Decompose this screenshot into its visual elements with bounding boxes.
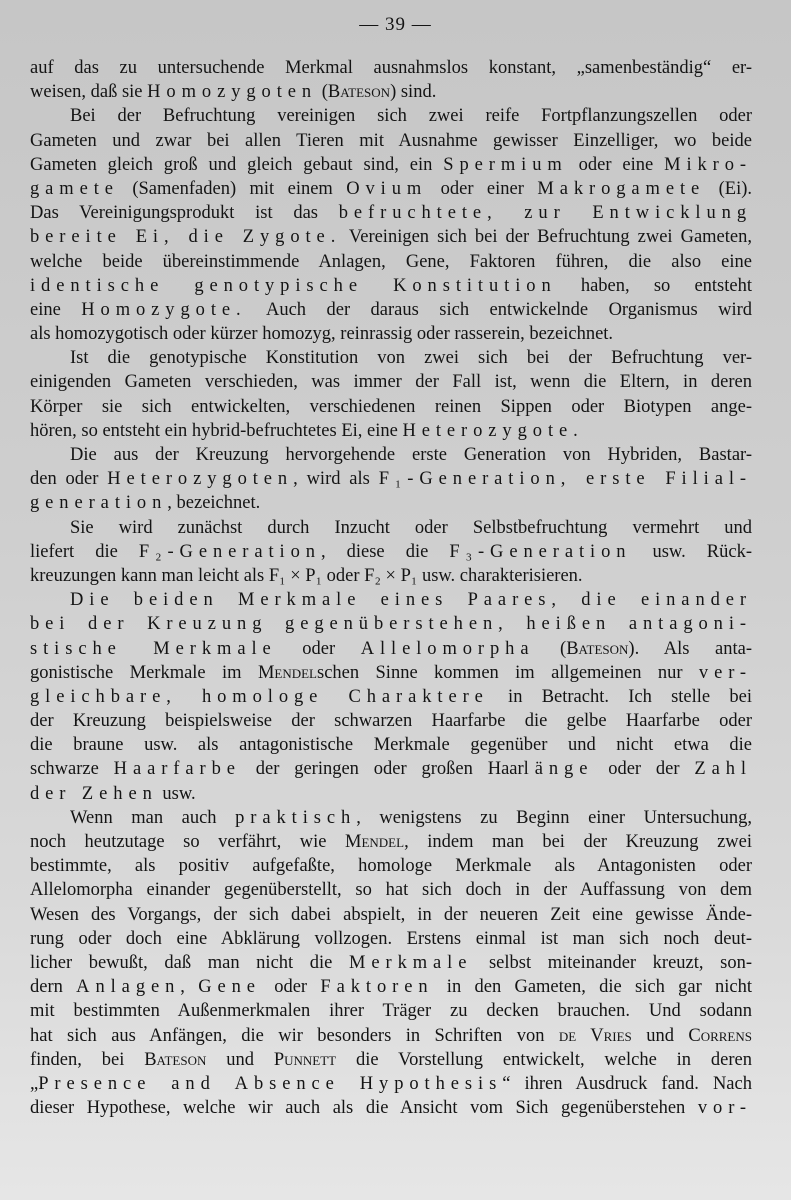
text-line (30, 878, 752, 902)
text-line (30, 685, 752, 709)
text-run: mit bestimmten Außenmerkmalen ihrer Träger zu decken brauchen. Und sodann (30, 1001, 752, 1022)
text-run: oder (276, 638, 361, 659)
small-caps-name: Bateson (144, 1049, 207, 1070)
text-run: rung oder doch eine Abklärung vollzogen. Erstens einmal ist man sich noch deut- (30, 928, 752, 949)
text-run: licher bewußt, daß man nicht die (30, 952, 349, 973)
text-line (30, 927, 752, 951)
text-run: noch heutzutage so verfährt, wie (30, 832, 346, 852)
spaced-emphasis: F₂-Generation (138, 541, 321, 562)
spaced-emphasis: Die beiden Merkmale eines Paares, die einander (70, 590, 752, 611)
text-run: (Samenfaden) mit einem (118, 178, 347, 199)
text-run: „ (30, 1073, 39, 1094)
text-run: , wenigstens zu Beginn einer Untersuchung, (356, 807, 753, 828)
spaced-emphasis: Heterozygote. (402, 420, 584, 441)
spaced-emphasis: Spermium (443, 154, 568, 175)
spaced-emphasis: gamete (30, 178, 119, 199)
text-line (30, 467, 752, 491)
text-line (30, 322, 752, 346)
text-run: Gameten und zwar bei allen Tieren mit Ausnahme gewisser Einzelliger, wo beide (30, 130, 752, 151)
spaced-emphasis: stische Merkmale (30, 638, 277, 659)
text-run: eine (30, 299, 82, 320)
text-run: Auch der daraus sich entwickelnde Organismus wird (246, 299, 752, 320)
spaced-emphasis: Haarfarbe (113, 759, 241, 780)
text-run: , diese die (320, 541, 450, 562)
text-run: Ist die genotypische Konstitution von zwei sich bei der Befruchtung ver- (70, 348, 752, 369)
text-run: und (206, 1049, 274, 1070)
text-line (30, 104, 752, 128)
text-line (30, 806, 752, 830)
text-line (30, 1024, 752, 1048)
text-run: den oder (30, 469, 108, 490)
text-run: finden, bei (30, 1049, 145, 1070)
spaced-emphasis: Homozygoten (147, 82, 318, 103)
text-line (30, 975, 752, 999)
text-run: schwarze (30, 759, 114, 780)
text-line (30, 443, 752, 467)
spaced-emphasis: Merkmale (348, 952, 473, 973)
text-line (30, 1072, 752, 1096)
text-line (30, 564, 752, 588)
text-run: hat sich aus Anfängen, die wir besonders in Schriften von (30, 1025, 559, 1046)
text-line (30, 201, 752, 225)
text-line (30, 637, 752, 661)
text-run: ( (317, 82, 328, 103)
text-run: Vereinigen sich bei der Befruchtung zwei Gameten, (341, 227, 752, 248)
text-run: der geringen oder großen Haar (240, 759, 524, 780)
text-line (30, 250, 752, 274)
small-caps-name: Mendel (345, 832, 405, 852)
spaced-emphasis: Allelomorpha (360, 638, 535, 659)
text-run: Wenn man auch (70, 807, 236, 828)
spaced-emphasis: Makrogamete (537, 178, 706, 199)
text-line (30, 782, 752, 806)
body-text (30, 56, 752, 1120)
text-run: in den Gameten, die sich gar nicht (433, 977, 753, 998)
text-run: und (631, 1025, 689, 1046)
spaced-emphasis: Faktoren (320, 977, 434, 998)
text-line (30, 757, 752, 781)
text-run: , wird als (293, 469, 379, 490)
text-run: Die aus der Kreuzung hervorgehende erste Generation von Hybriden, Bastar- (70, 445, 752, 465)
text-run: der Kreuzung beispielsweise der schwarzen Haarfarbe die gelbe Haarfarbe oder (30, 711, 752, 732)
spaced-emphasis: Zahl (694, 759, 752, 780)
text-line (30, 56, 752, 80)
text-run: liefert die (30, 541, 139, 562)
small-caps-name: de Vries (558, 1025, 632, 1046)
text-run: Wesen des Vorgangs, der sich dabei abspielt, in der neueren Zeit eine gewisse Ände- (30, 904, 752, 925)
text-run: ( (534, 638, 567, 659)
text-line (30, 661, 752, 685)
text-run: die braune usw. als antagonistische Merkmale gegenüber und nicht etwa die (30, 735, 752, 756)
text-run: usw. Rück- (631, 541, 752, 562)
spaced-emphasis: Anlagen (76, 977, 181, 998)
spaced-emphasis: Heterozygoten (107, 469, 294, 490)
small-caps-name: Bateson (566, 638, 629, 659)
text-run: haben, so entsteht (556, 275, 753, 296)
small-caps-name: Correns (688, 1025, 752, 1046)
text-line (30, 346, 752, 370)
spaced-emphasis: Homozygote. (81, 299, 247, 320)
text-line (30, 80, 752, 104)
spaced-emphasis: F₁-Generation, erste Filial- (378, 469, 752, 490)
text-run: ). Als anta- (628, 638, 752, 659)
text-line (30, 298, 752, 322)
spaced-emphasis: identische genotypische Konstitution (30, 275, 557, 296)
text-run: Gameten gleich groß und gleich gebaut sind, ein (30, 154, 444, 175)
text-run: als homozygotisch oder kürzer homozyg, reinrassig oder rasserein, bezeichnet. (30, 324, 614, 345)
spaced-emphasis: vor- (697, 1098, 752, 1119)
text-run: oder eine (567, 154, 665, 175)
text-line (30, 709, 752, 733)
text-run: Allelomorpha einander gegenüberstellt, so hat sich doch in der Auffassung von dem (30, 880, 752, 901)
text-line (30, 830, 752, 854)
text-run: usw. (157, 783, 196, 804)
text-run: oder einer (427, 178, 538, 199)
text-line (30, 903, 752, 927)
text-run: dieser Hypothese, welche wir auch als die Ansicht vom Sich gegenüberstehen (30, 1098, 698, 1119)
text-line (30, 129, 752, 153)
text-run: die Vorstellung entwickelt, welche in deren (336, 1049, 752, 1070)
spaced-emphasis: länge (523, 759, 594, 780)
text-run: , bezeichnet. (167, 493, 261, 514)
spaced-emphasis: gleichbare, homologe Charaktere (30, 686, 489, 707)
text-line (30, 1048, 752, 1072)
text-run: bestimmte, als positiv aufgefaßte, homologe Merkmale als Antagonisten oder (30, 856, 752, 877)
spaced-emphasis: befruchtete, zur Entwicklung (338, 203, 752, 224)
spaced-emphasis: generation (30, 493, 168, 514)
text-line (30, 225, 752, 249)
text-line (30, 274, 752, 298)
text-run: gonistische Merkmale im (30, 662, 258, 683)
text-run: (Ei). (705, 178, 752, 199)
text-line (30, 951, 752, 975)
text-run: selbst miteinander kreuzt, son- (472, 952, 752, 973)
text-run: auf das zu untersuchende Merkmal ausnahmslos konstant, „samenbeständig“ er- (30, 58, 752, 78)
text-line (30, 612, 752, 636)
text-line (30, 491, 752, 515)
page-number: — 39 — (359, 14, 432, 35)
text-line (30, 1096, 752, 1120)
text-run: , (180, 977, 199, 998)
text-line (30, 395, 752, 419)
text-run: kreuzungen kann man leicht als F₁ × P₁ oder F₂ × P₁ usw. charakterisieren. (30, 565, 583, 586)
text-run: “ ihren Ausdruck fand. Nach (502, 1073, 752, 1094)
spaced-emphasis: bereite Ei, die Zygote. (30, 227, 342, 248)
spaced-emphasis: der Zehen (30, 783, 158, 804)
text-line (30, 854, 752, 878)
text-line (30, 419, 752, 443)
text-run: Bei der Befruchtung vereinigen sich zwei reife Fortpflanzungszellen oder (70, 106, 752, 127)
spaced-emphasis: ver- (698, 662, 752, 683)
text-line (30, 370, 752, 394)
spaced-emphasis: F₃-Generation (449, 541, 632, 562)
spaced-emphasis: Mikro- (664, 154, 753, 175)
text-line (30, 177, 752, 201)
text-run: dern (30, 977, 77, 998)
spaced-emphasis: Presence and Absence Hypothesis (38, 1073, 503, 1094)
spaced-emphasis: Gene (198, 977, 261, 998)
spaced-emphasis: bei der Kreuzung gegenüberstehen, heißen antagoni- (30, 614, 752, 635)
small-caps-name: Bateson (327, 82, 391, 103)
text-run: , indem man bei der Kreuzung zwei (404, 832, 752, 852)
text-run: Sie wird zunächst durch Inzucht oder Selbstbefruchtung vermehrt und (70, 517, 752, 538)
text-run: oder (260, 977, 321, 998)
text-line (30, 999, 752, 1023)
text-line (30, 588, 752, 612)
small-caps-name: Punnett (273, 1049, 337, 1070)
text-line (30, 733, 752, 757)
text-run: welche beide übereinstimmende Anlagen, Gene, Faktoren führen, die also eine (30, 251, 752, 272)
text-line (30, 516, 752, 540)
text-run: in Betracht. Ich stelle bei (488, 686, 752, 707)
text-line (30, 153, 752, 177)
text-run: weisen, daß sie (30, 82, 148, 103)
text-run: Körper sie sich entwickelten, verschiedenen reinen Sippen oder Biotypen ange- (30, 396, 752, 417)
text-run: oder der (593, 759, 695, 780)
small-caps-name: Mendel (257, 662, 318, 683)
text-run: schen Sinne kommen im allgemeinen nur (317, 662, 699, 683)
spaced-emphasis: praktisch (235, 807, 357, 828)
text-line (30, 540, 752, 564)
spaced-emphasis: Ovium (346, 178, 428, 199)
text-run: ) sind. (390, 82, 437, 103)
text-run: hören, so entsteht ein hybrid-befruchtetes Ei, eine (30, 420, 403, 441)
text-run: einigenden Gameten verschieden, was immer der Fall ist, wenn die Eltern, in deren (30, 372, 752, 393)
text-run: Das Vereinigungsprodukt ist das (30, 203, 339, 224)
